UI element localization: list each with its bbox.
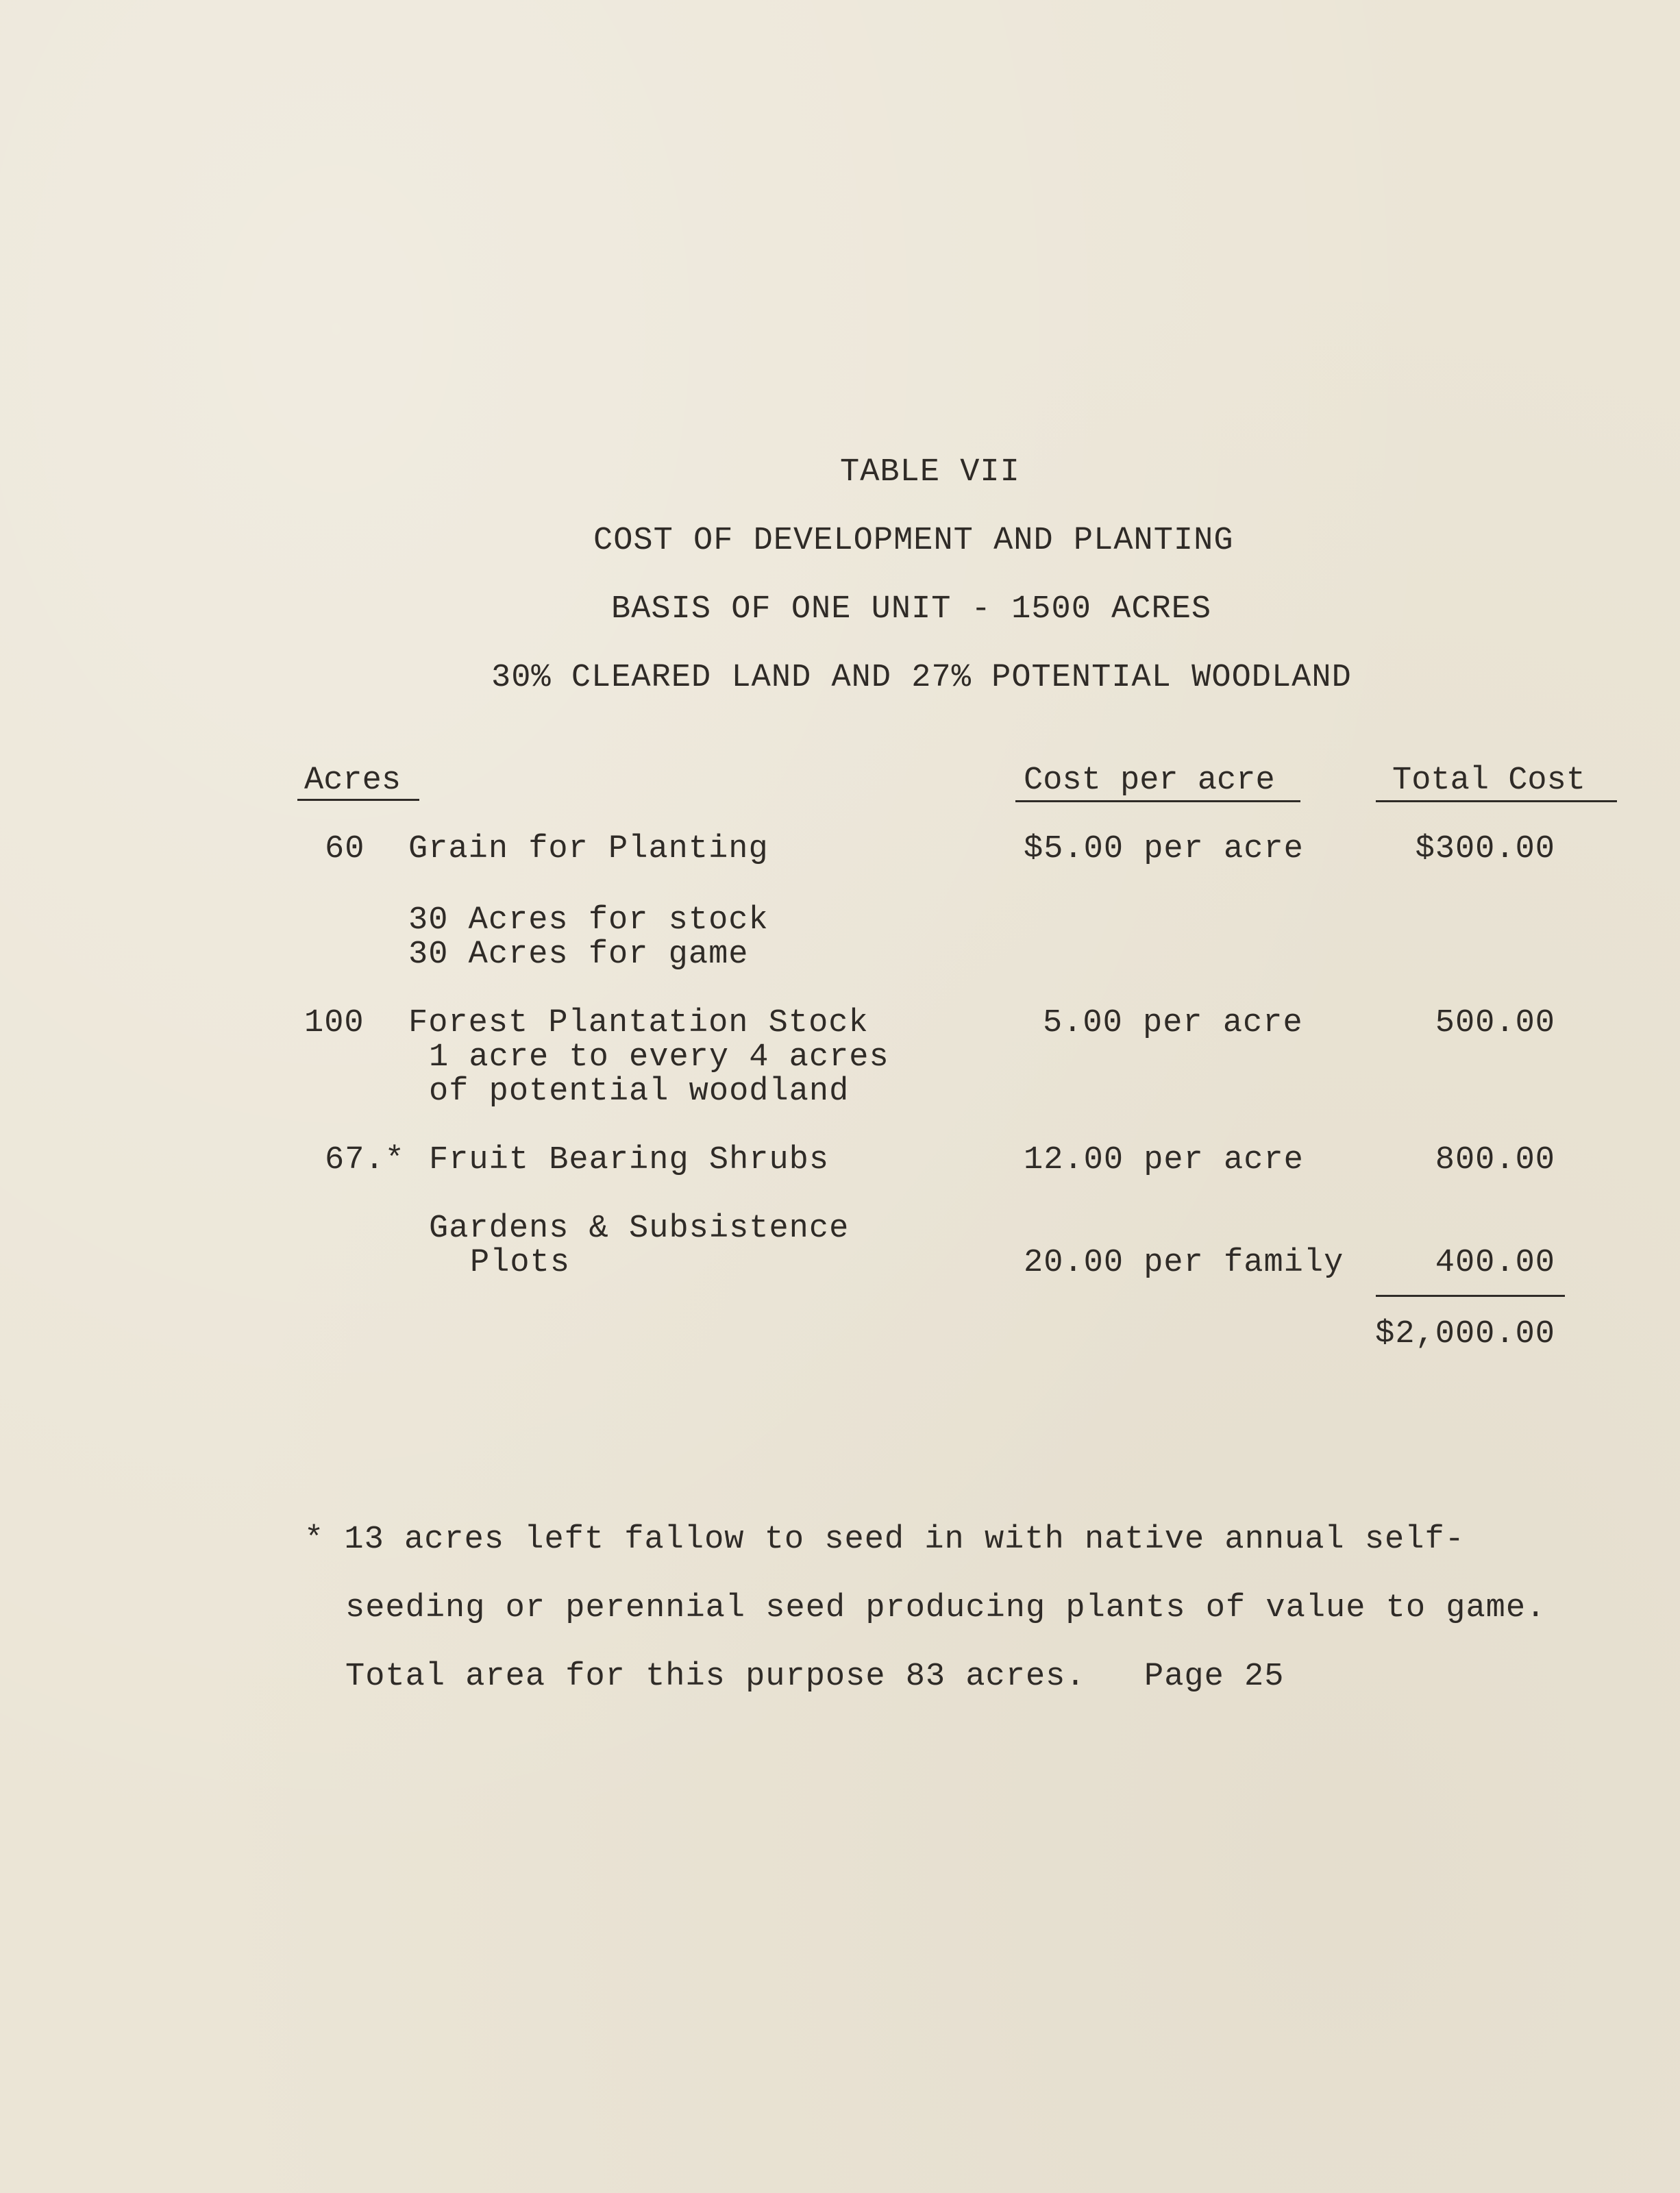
footnote-line-3: Total area for this purpose 83 acres.: [345, 1659, 1086, 1695]
footnote-line-2: seeding or perennial seed producing plants of value to game.: [345, 1590, 1546, 1626]
row-description-line2: Plots: [470, 1245, 571, 1281]
row-total: $300.00: [1415, 831, 1555, 867]
row-total: 800.00: [1435, 1142, 1555, 1178]
header-total-underline: [1376, 800, 1617, 802]
row-description: Gardens & Subsistence: [429, 1211, 850, 1247]
row-total: 400.00: [1435, 1245, 1555, 1281]
grand-total: $2,000.00: [1375, 1316, 1555, 1352]
row-sub-line: 1 acre to every 4 acres: [429, 1039, 889, 1076]
footnote-line-1: * 13 acres left fallow to seed in with native annual self-: [304, 1522, 1465, 1558]
row-cost: 5.00 per acre: [1043, 1005, 1303, 1041]
row-description: Forest Plantation Stock: [408, 1005, 869, 1041]
table-subtitle-land: 30% CLEARED LAND AND 27% POTENTIAL WOODLAND: [491, 660, 1352, 696]
row-acres: 100: [304, 1005, 365, 1041]
row-cost: 20.00 per family: [1024, 1245, 1344, 1281]
table-title: COST OF DEVELOPMENT AND PLANTING: [593, 523, 1234, 559]
row-acres: 60: [325, 831, 365, 867]
row-cost: $5.00 per acre: [1024, 831, 1304, 867]
row-sub-line: 30 Acres for stock: [408, 902, 769, 939]
row-acres: 67.*: [325, 1142, 405, 1178]
header-cost-per-acre: Cost per acre: [1024, 763, 1275, 799]
total-rule: [1376, 1295, 1565, 1297]
header-cost-underline: [1015, 800, 1300, 802]
row-cost: 12.00 per acre: [1024, 1142, 1304, 1178]
row-total: 500.00: [1435, 1005, 1555, 1041]
header-acres: Acres: [304, 763, 402, 799]
header-total-cost: Total Cost: [1392, 763, 1586, 799]
row-description: Fruit Bearing Shrubs: [429, 1142, 830, 1178]
header-acres-underline: [297, 799, 419, 801]
row-description: Grain for Planting: [408, 831, 769, 867]
table-number: TABLE VII: [840, 454, 1020, 491]
table-subtitle-basis: BASIS OF ONE UNIT - 1500 ACRES: [611, 591, 1212, 628]
row-sub-line: of potential woodland: [429, 1074, 850, 1110]
page-reference: Page 25: [1144, 1659, 1285, 1695]
row-sub-line: 30 Acres for game: [408, 937, 749, 973]
